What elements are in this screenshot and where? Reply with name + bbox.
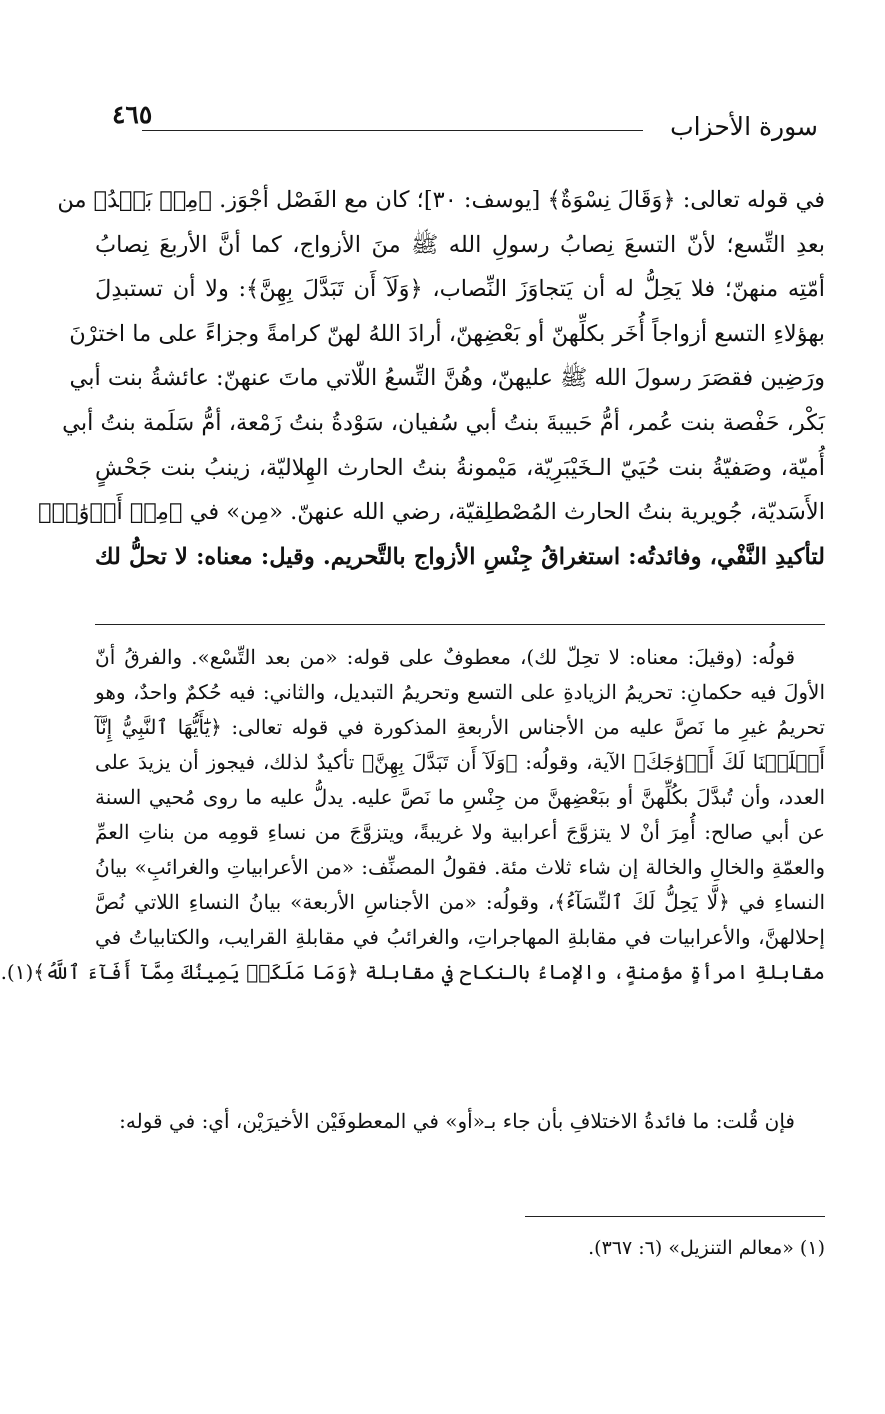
commentary-line: والعمّةِ والخالِ والخالة إن شاء ثلاث مئة. فقولُ المصنِّف: «من الأعرابياتِ والغرائبِ» بيانُ — [95, 855, 825, 879]
main-text — [38, 178, 825, 579]
commentary-line: عن أبي صالح: أُمِرَ أنْ لا يتزوَّجَ أعرابية ولا غريبةً، ويتزوَّجَ من نساءِ قومِه من بناتِ العمِّ — [95, 820, 825, 844]
main-text-line: أُميّة، وصَفيّةُ بنت حُيَيّ الـخَيْبَرِيّة، مَيْمونةُ بنتُ الحارث الهِلاليّة، زينبُ بنت جَحْشٍ — [95, 454, 825, 481]
main-text-line: ورَضِين فقصَرَ رسولَ الله ﷺ عليهنّ، وهُنَّ التِّسعُ اللّاتي ماتَ عنهنّ: عائشةُ بنت أبي — [69, 365, 825, 392]
footnote: (١) «معالم التنزيل» (٦: ٣٦٧). — [588, 1237, 825, 1259]
main-text-line: الأَسَديّة، جُويرية بنتُ الحارث المُصْطلِقيّة، رضي الله عنهنّ. «مِن» في ﴿مِنۡ أَزۡوَٰجٖ﴾ — [38, 499, 825, 526]
footnote-rule — [525, 1216, 825, 1217]
main-text-line: بعدِ التِّسع؛ لأنّ التسعَ نِصابُ رسولِ الله ﷺ منَ الأزواج، كما أنَّ الأربعَ نِصابُ — [95, 231, 825, 258]
main-text-line: في قوله تعالى: ﴿وَقَالَ نِسْوَةٌ﴾ [يوسف: ٣٠]؛ كان مع الفَصْل أجْوَز. ﴿مِنۢ بَعۡدُ﴾ من — [57, 187, 825, 213]
page-number: ٤٦٥ — [112, 100, 153, 129]
main-text-line: بهؤلاءِ التسع أزواجاً أُخَر بكلِّهنّ أو بَعْضِهنّ، أرادَ اللهُ لهنّ كرامةً وجزاءً على ما اخترْنَ — [69, 320, 825, 347]
commentary-line: مقابلةِ امرأةٍ مؤمنةٍ، والإماءُ بالنكاح في مقابلة ﴿وَمَا مَلَكَتۡ يَمِينُكَ مِمَّآ أَفَآءَ ٱللَّهُ﴾(١). — [0, 960, 825, 984]
commentary-line: العدد، وأن تُبدَّلَ بكُلِّهنَّ أو ببَعْضِهنَّ من جِنْسِ ما نَصَّ عليه. يدلُّ عليه ما روى مُحيي السنة — [95, 785, 825, 809]
commentary-line: إحلالهنَّ، والأعرابيات في مقابلةِ المهاجراتِ، والغرائبُ في مقابلةِ القرايب، والكتابياتُ في — [95, 925, 825, 949]
page-header — [112, 100, 818, 146]
commentary-line: قولُه: (وقيلَ: معناه: لا تحِلّ لك)، معطوفٌ على قوله: «من بعد التِّسْع». والفرقُ أنّ — [95, 645, 795, 669]
text-commentary-divider — [95, 624, 825, 625]
header-rule — [142, 130, 643, 131]
main-text-line: أمّتِه منهنّ؛ فلا يَحِلُّ له أن يَتجاوَزَ النِّصاب، ﴿وَلَآ أَن تَبَدَّلَ بِهِنَّ﴾: ولا أن تستبدِلَ — [95, 276, 825, 303]
main-text-line: لتأكيدِ النَّفْي، وفائدتُه: استغراقُ جِنْسِ الأزواج بالتَّحريم. وقيل: معناه: لا تحلُّ لك — [95, 543, 825, 570]
commentary-line: النساءِ في ﴿لَّا يَحِلُّ لَكَ ٱلنِّسَآءُ﴾، وقولُه: «من الأجناسِ الأربعة» بيانُ النساءِ اللاتي نُصَّ — [95, 890, 825, 914]
surah-title: سورة الأحزاب — [670, 112, 818, 141]
question-paragraph: فإن قُلت: ما فائدةُ الاختلافِ بأن جاء بـ«أو» في المعطوفَيْن الأخيرَيْن، أي: في قوله: — [119, 1109, 795, 1133]
main-text-line: بَكْر، حَفْصة بنت عُمر، أمُّ حَبيبةَ بنتُ أبي سُفيان، سَوْدةُ بنتُ زَمْعة، أمُّ سَلَمة بنتُ أبي — [62, 409, 825, 436]
commentary-line: الأولَ فيه حكمانِ: تحريمُ الزيادةِ على التسع وتحريمُ التبديل، والثاني: فيه حُكمٌ واحدٌ، وهو — [95, 680, 825, 704]
commentary-line: أَحۡلَلۡنَا لَكَ أَزۡوَٰجَكَ﴾ الآية، وقولُه: ﴿وَلَآ أَن تَبَدَّلَ بِهِنَّ﴾ تأكيدٌ لذلك، فيجوز أن يزيدَ على — [95, 750, 825, 774]
commentary-line: تحريمُ غيرِ ما نَصَّ عليه من الأجناس الأربعةِ المذكورة في قوله تعالى: ﴿يَٰٓأَيُّهَا ٱلنَّبِيُّ إِنَّآ — [95, 715, 825, 739]
commentary — [0, 640, 825, 990]
